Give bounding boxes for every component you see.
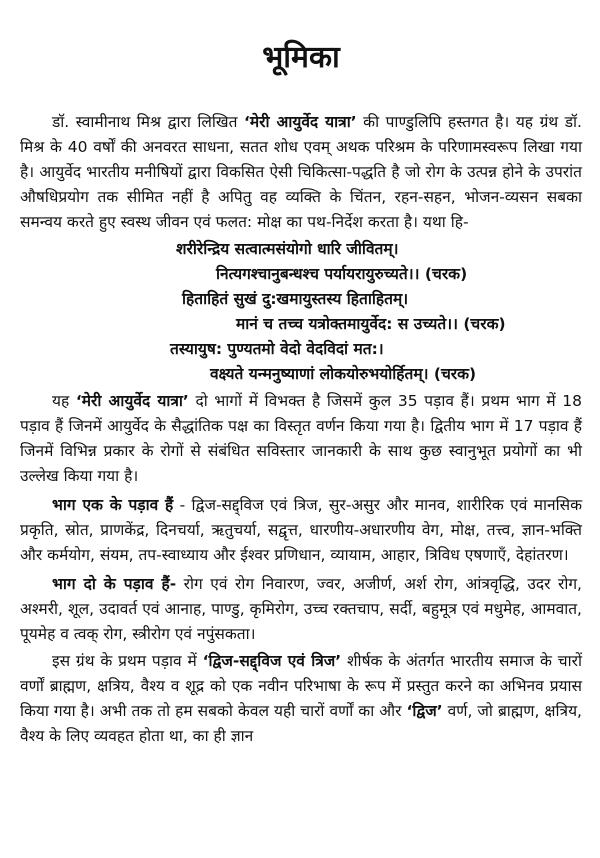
verse-line: नित्यगश्चानुबन्धश्च पर्यायरायुरुच्यते।। (चरक)	[216, 265, 468, 283]
verse-line: मानं च तच्च यत्रोक्तमायुर्वेद: स उच्यते।। (चरक)	[236, 315, 506, 333]
part-one-paragraph	[20, 493, 582, 568]
structure-paragraph	[20, 389, 582, 489]
verse-block	[20, 237, 582, 387]
verse-line: वक्ष्यते यन्मनुष्याणां लोकयोरुभयोर्हितम्। (चरक)	[210, 365, 477, 383]
structure-text-rest: दो भागों में विभक्त है जिसमें कुल 35 पड़ाव हैं। प्रथम भाग में 18 पड़ाव हैं जिनमें आयुर्वेद के सैद्धांतिक पक्ष का विस्तृत वर्णन किया गया है। द्वितीय भाग में 17 पड़ाव हैं जिनमें विभिन्न प्रकार के रोगों से संबंधित सविस्तार जानकारी के साथ कुछ स्वानुभूत प्रयोगों का भी उल्लेख किया गया है।	[20, 392, 582, 485]
intro-paragraph	[20, 110, 582, 235]
chapter-text-end: वर्ण, जो ब्राह्मण, क्षत्रिय, वैश्य के लिए व्यवहत होता था, का ही ज्ञान	[20, 702, 582, 745]
book-title: ‘मेरी आयुर्वेद यात्रा’	[243, 113, 357, 131]
verse-line: हिताहितं सुखं दु:खमायुस्तस्य हिताहितम्।	[182, 290, 409, 308]
intro-text-start: डॉ. स्वामीनाथ मिश्र द्वारा लिखित	[52, 113, 244, 131]
structure-text-start: यह	[52, 392, 76, 410]
verse-line: शरीरेन्द्रिय सत्वात्मसंयोगो धारि जीवितम्।	[176, 240, 399, 258]
dvij-term: ‘द्विज’	[406, 702, 443, 720]
chapter-text-mid: शीर्षक के अंतर्गत भारतीय समाज के चारों वर्णों ब्राह्मण, क्षत्रिय, वैश्य व शूद्र को एक नवीन परिभाषा के रूप में प्रस्तुत करने का अभिनव प्रयास किया गया है। अभी तक तो हम सबको केवल यही चारों वर्णों का और	[20, 652, 582, 720]
chapter-title: ‘द्विज-सद्द्विज एवं त्रिज’	[202, 652, 342, 670]
page-title: भूमिका	[262, 40, 340, 75]
part-two-label: भाग दो के पड़ाव हैं-	[52, 575, 177, 593]
verse-line: तस्यायुष: पुण्यतमो वेदो वेदविदां मत:।	[170, 340, 384, 358]
first-chapter-paragraph	[20, 649, 582, 749]
chapter-text-start: इस ग्रंथ के प्रथम पड़ाव में	[52, 652, 203, 670]
intro-text-rest: की पाण्डुलिपि हस्तगत है। यह ग्रंथ डॉ. मिश्र के 40 वर्षों की अनवरत साधना, सतत शोध एवम् अथक परिश्रम के परिणामस्वरूप लिखा गया है। आयुर्वेद भारतीय मनीषियों द्वारा विकसित ऐसी चिकित्सा-पद्धति है जो रोग के उत्पन्न होने के उपरांत औषधिप्रयोग तक सीमित नहीं है अपितु वह व्यक्ति के चिंतन, रहन-सहन, भोजन-व्यसन सबका समन्वय करते हुए स्वस्थ जीवन एवं फलत: मोक्ष का पथ-निर्देश करता है। यथा हि-	[20, 113, 582, 231]
part-two-list: रोग एवं रोग निवारण, ज्वर, अजीर्ण, अर्श रोग, आंत्रवृद्धि, उदर रोग, अश्मरी, शूल, उदावर्त एवं आनाह, पाण्डु, कृमिरोग, उच्च रक्तचाप, सर्दी, बहुमूत्र एवं मधुमेह, आमवात, पूयमेह व त्वक् रोग, स्त्रीरोग एवं नपुंसकता।	[20, 575, 582, 643]
part-one-list: - द्विज-सद्द्विज एवं त्रिज, सुर-असुर और मानव, शारीरिक एवं मानसिक प्रकृति, स्रोत, प्राणकेंद्र, दिनचर्या, ऋतुचर्या, सद्वृत्त, धारणीय-अधारणीय वेग, मोक्ष, तत्त्व, ज्ञान-भक्ति और कर्मयोग, संयम, तप-स्वाध्याय और ईश्वर प्रणिधान, व्यायाम, आहार, त्रिविध एषणाएँ, देहांतरण।	[20, 496, 582, 564]
part-one-label: भाग एक के पड़ाव हैं	[52, 496, 174, 514]
book-title: ‘मेरी आयुर्वेद यात्रा’	[75, 392, 189, 410]
part-two-paragraph	[20, 572, 582, 647]
